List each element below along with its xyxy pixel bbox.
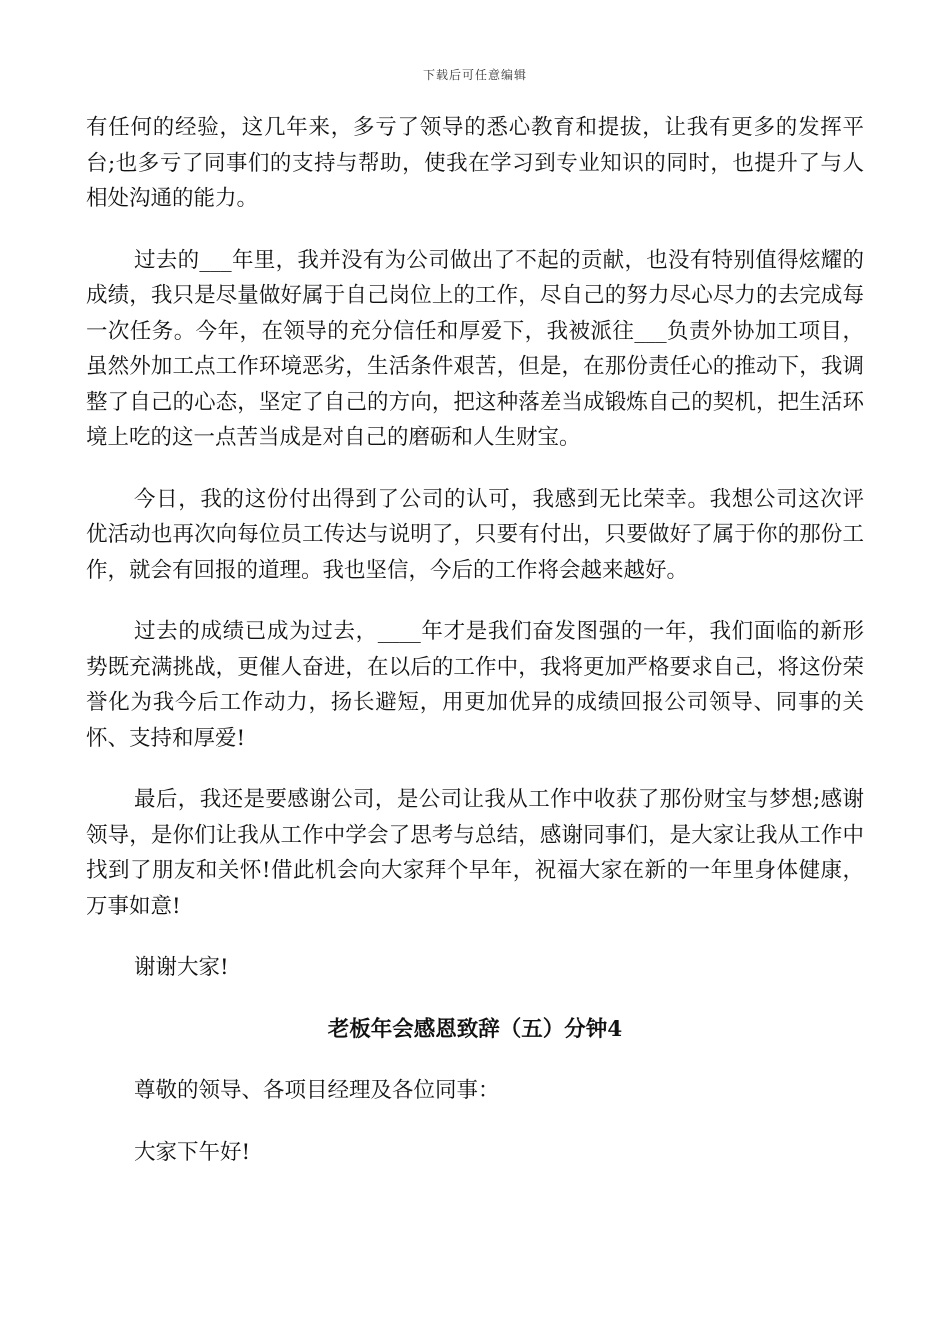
section-title: 老板年会感恩致辞（五）分钟4 [327,1016,623,1042]
paragraph-continuation: 有任何的经验，这几年来，多亏了领导的悉心教育和提拔，让我有更多的发挥平台;也多亏了同事们的支持与帮助，使我在学习到专业知识的同时，也提升了与人相处沟通的能力。 [86,115,864,211]
paragraph-past-year: 过去的___年里，我并没有为公司做出了不起的贡献，也没有特别值得炫耀的成绩，我只是尽量做好属于自己岗位上的工作，尽自己的努力尽心尽力的去完成每一次任务。今年，在领导的充分信任和厚爱下，我被派往___负责外协加工项目，虽然外加工点工作环境恶劣，生活条件艰苦，但是，在那份责任心的推动下，我调整了自己的心态，坚定了自己的方向，把这种落差当成锻炼自己的契机，把生活环境上吃的这一点苦当成是对自己的磨砺和人生财宝。 [86,247,864,450]
page-header-watermark: 下载后可任意编辑 [422,68,527,82]
paragraph-future: 过去的成绩已成为过去，____年才是我们奋发图强的一年，我们面临的新形势既充满挑战，更催人奋进，在以后的工作中，我将更加严格要求自己，将这份荣誉化为我今后工作动力，扬长避短，用更加优异的成绩回报公司领导、同事的关怀、支持和厚爱! [86,619,864,751]
salutation: 尊敬的领导、各项目经理及各位同事： [134,1078,500,1103]
greeting: 大家下午好! [134,1139,251,1165]
paragraph-thanks: 最后，我还是要感谢公司，是公司让我从工作中收获了那份财宝与梦想;感谢领导，是你们让我从工作中学会了思考与总结，感谢同事们，是大家让我从工作中找到了朋友和关怀!借此机会向大家拜个早年，祝福大家在新的一年里身体健康，万事如意! [86,787,864,919]
paragraph-closing-thanks: 谢谢大家! [134,955,229,980]
document-body [86,110,864,1196]
paragraph-recognition: 今日，我的这份付出得到了公司的认可，我感到无比荣幸。我想公司这次评优活动也再次向每位员工传达与说明了，只要有付出，只要做好了属于你的那份工作，就会有回报的道理。我也坚信，今后的工作将会越来越好。 [86,486,864,583]
